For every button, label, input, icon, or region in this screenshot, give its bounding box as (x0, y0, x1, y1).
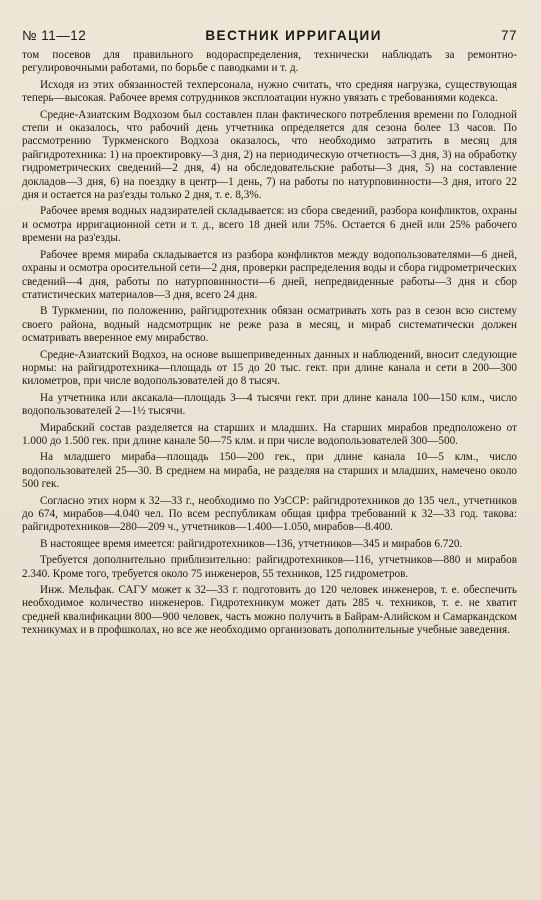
paragraph: Рабочее время водных надзирателей складывается: из сбора сведений, разбора конфликтов, охраны и осмотра ирригационной сети и т. д., всего 18 дней или 75%. Остается 6 дней или 25% рабочего времени на раз'езды. (22, 205, 517, 245)
paragraph: На утчетника или аксакала—площадь 3—4 тысячи гект. при длине канала 100—150 клм., число водопользователей 2—1½ тысячи. (22, 391, 517, 418)
paragraph: том посевов для правильного водораспределения, технически наблюдать за ремонтно-регулировочными работами, по борьбе с паводками и т. д. (22, 49, 517, 75)
paragraph: Средне-Азиатский Водхоз, на основе вышеприведенных данных и наблюдений, вносит следующие нормы: на райгидротехника—площадь от 15 до 20 тыс. гект. при длине канала и сети в 200—300 километров, при числе водопользователей до 8 тысяч. (22, 348, 517, 388)
journal-title: ВЕСТНИК ИРРИГАЦИИ (205, 28, 382, 43)
paragraph: В настоящее время имеется: райгидротехников—136, утчетников—345 и мирабов 6.720. (40, 537, 463, 550)
paragraph: Инж. Мельфак. САГУ может к 32—33 г. подготовить до 120 человек инженеров, т. е. обеспечить необходимое количество инженеров. Гидротехникум может дать 285 ч. техников, т. е. не хватит средней квалификации 800—900 человек, часть можно получить в Байрам-Алийском и Самаркандском техникумах и в профшколах, но все же необходимо организовать дополнительные учебные заведения. (22, 584, 517, 637)
page-header (22, 28, 517, 43)
paragraph: Требуется дополнительно приблизительно: райгидротехников—116, утчетников—880 и мирабов 2.340. Кроме того, требуется около 75 инженеров, 55 техников, 125 гидрометров. (22, 554, 517, 580)
page-number: 77 (500, 28, 517, 43)
issue-number: № 11—12 (22, 28, 87, 43)
paragraph: Средне-Азиатским Водхозом был составлен план фактического потребления времени по Голодной степи и оказалось, что рабочий день утчетника определяется для сезона более 13 часов. По рассмотрению Туркменского Водхоза оказалось, что необходимо затратить в месяц для райгидротехника: 1) на проектировку—3 дня, 2) на периодическую отчетность—3 дня, 3) на обработку гидрометрических сведений—2 дня, 4) на обследовательские работы—3 дня, 5) на составление докладов—3 дня, 6) на поездку в центр—1 день, 7) на работы по натурповинности—3 дня, итого 22 дня и остается на раз'езды только 2 дня, т. е. 8,3%. (22, 108, 517, 202)
paragraph: Исходя из этих обязанностей техперсонала, нужно считать, что средняя нагрузка, существующая теперь—высокая. Рабочее время сотрудников эксплоатации нужно увязать с требованиями кодекса. (22, 78, 517, 105)
article-body (22, 49, 517, 638)
paragraph: Мирабский состав разделяется на старших и младших. На старших мирабов предположено от 1.000 до 1.500 гек. при длине канале 50—75 клм. и при числе водопользователей 300—500. (22, 421, 517, 447)
paragraph: В Туркмении, по положению, райгидротехник обязан осматривать хоть раз в сезон всю систему своего района, водный надсмотрщик не реже раза в месяц, и мираб систематически должен осматривать вверенное ему мирабство. (22, 305, 517, 345)
paragraph: На младшего мираба—площадь 150—200 гек., при длине канала 10—5 клм., число водопользователей 25—30. В среднем на мираба, не разделяя на старших и младших, намечено около 500 гек. (22, 451, 517, 491)
paragraph: Согласно этих норм к 32—33 г., необходимо по УзССР: райгидротехников до 135 чел., утчетников до 674, мирабов—4.040 чел. По всем республикам общая цифра требований к 32—33 год. такова: райгидротехников—280—209 ч., утчетников—1.400—1.050, мирабов—8.400. (22, 494, 517, 534)
paragraph: Рабочее время мираба складывается из разбора конфликтов между водопользователями—6 дней, охраны и осмотра оросительной сети—2 дня, проверки распределения воды и сбора гидрометрических сведений—4 дня, работы по натурповинности—6 дней, непредвиденные работы—3 дня и сбор статистических материалов—3 дня, всего 24 дня. (22, 248, 517, 301)
